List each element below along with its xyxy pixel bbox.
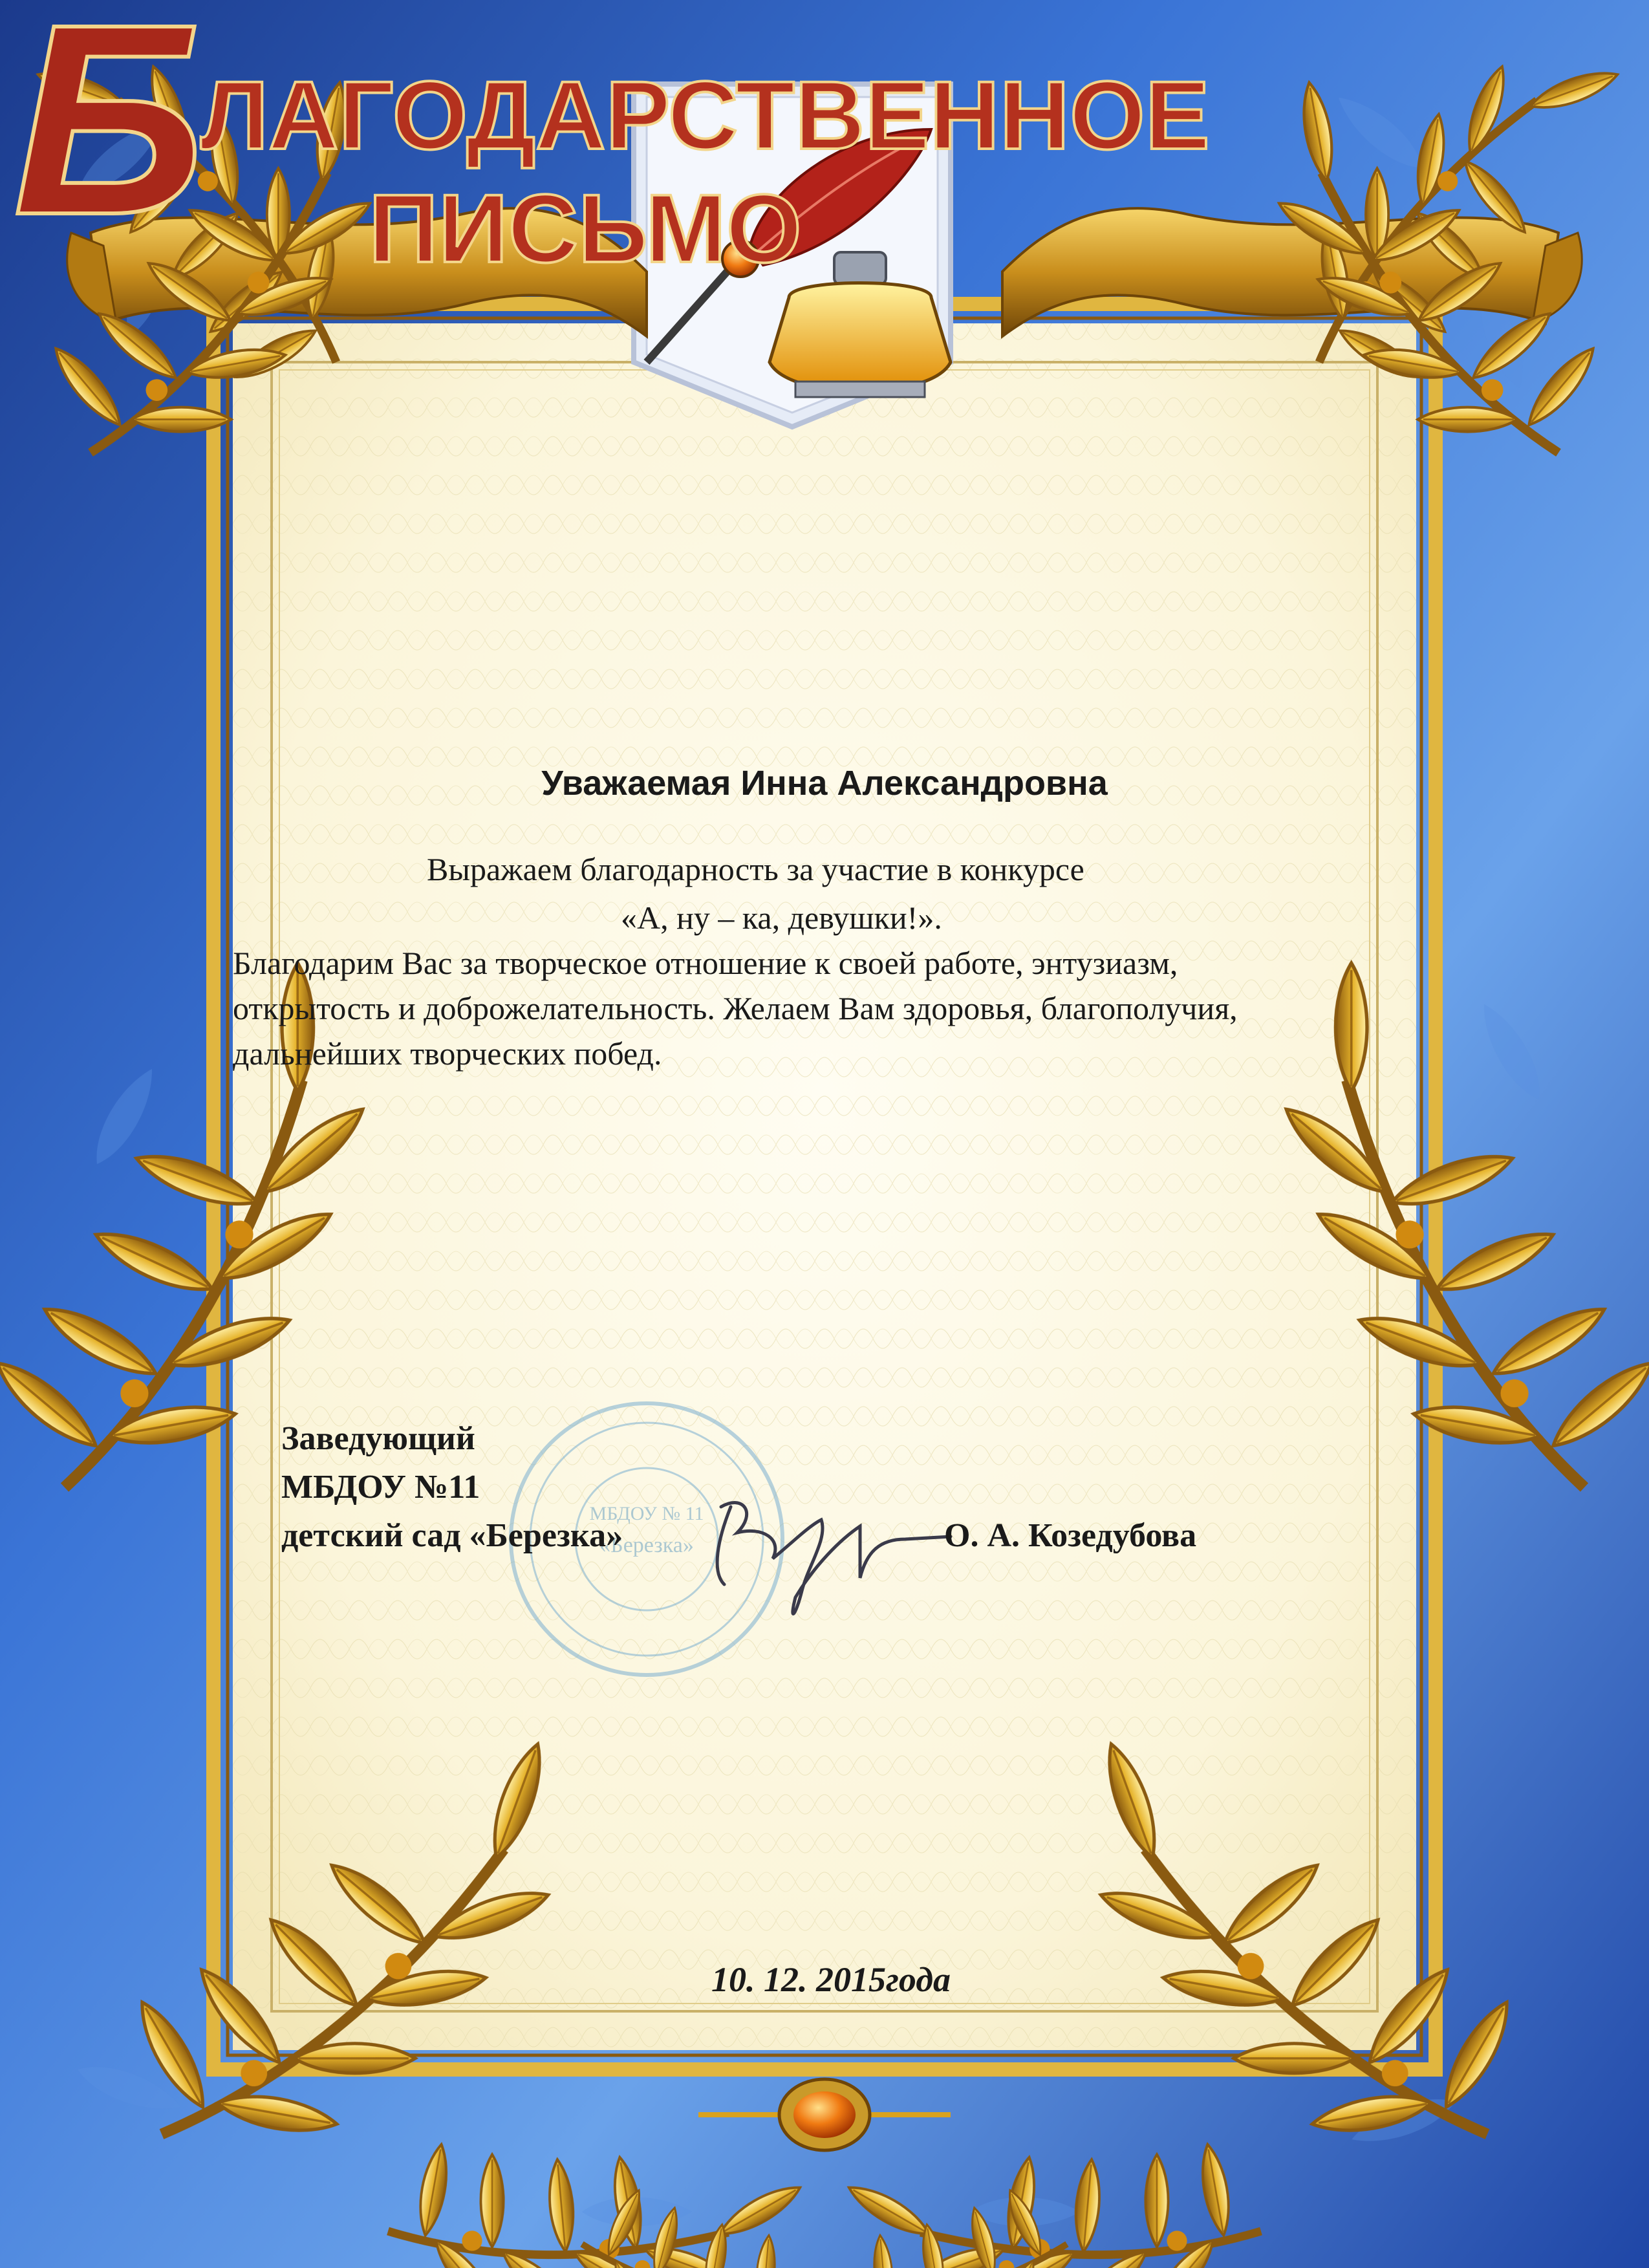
title-line2: ПИСЬМО [369,174,802,283]
signer-name: О. А. Козедубова [944,1517,1197,1554]
body-line-5: дальнейших творческих побед. [233,1035,662,1072]
svg-text:«Березка»: «Березка» [599,1533,694,1557]
title-initial: Б [13,0,206,272]
signer-kindergarten: детский сад «Березка» [281,1517,623,1554]
certificate-title [0,0,1210,283]
svg-text:МБДОУ № 11: МБДОУ № 11 [589,1503,704,1524]
body-line-4: открытость и доброжелательность. Желаем Вам здоровья, благополучия, [233,990,1238,1026]
title-line1: ЛАГОДАРСТВЕННОЕ [200,61,1210,169]
body-line-3: Благодарим Вас за творческое отношение к своей работе, энтузиазм, [233,945,1178,981]
body-line-1: Выражаем благодарность за участие в конкурсе [427,851,1084,887]
signer-institution: МБДОУ №11 [281,1469,480,1506]
greeting: Уважаемая Инна Александровна [541,764,1108,803]
body-line-2: «А, ну – ка, девушки!». [621,900,942,936]
certificate-date: 10. 12. 2015года [711,1960,951,1999]
signer-position: Заведующий [281,1420,475,1457]
